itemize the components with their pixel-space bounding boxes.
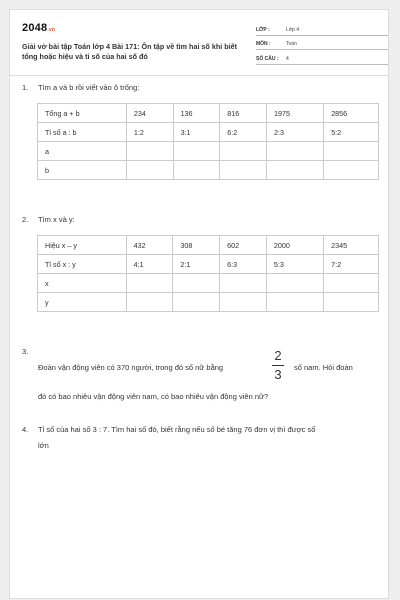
- meta-grade: LỚP : Lớp 4: [256, 26, 388, 36]
- row-header-cell: Tổng a + b: [38, 104, 127, 123]
- table-cell: 6:2: [220, 123, 267, 142]
- table-cell: 6:3: [220, 255, 267, 274]
- table-cell: 1975: [267, 104, 324, 123]
- question-3-line-2: đó có bao nhiêu vận động viên nam, có bao nhiêu vận động viên nữ?: [38, 392, 269, 401]
- table-cell: 816: [220, 104, 267, 123]
- table-cell: 2856: [324, 104, 379, 123]
- row-header-cell: a: [38, 142, 127, 161]
- table-cell: [324, 161, 379, 180]
- question-1-table: [37, 103, 379, 180]
- table-cell: 4:1: [126, 255, 173, 274]
- table-row: [38, 236, 379, 255]
- question-3-line-1-end: số nam. Hỏi đoàn: [294, 363, 353, 372]
- table-cell: 602: [220, 236, 267, 255]
- table-cell: [267, 161, 324, 180]
- table-cell: 234: [126, 104, 173, 123]
- table-cell: [324, 142, 379, 161]
- table-cell: 2000: [266, 236, 323, 255]
- worksheet: 2048.vn Giải vở bài tập Toán lớp 4 Bài 171: Ôn tập về tìm hai số khi biết tổng hoặc hiệu và tỉ số của hai số đó LỚP : Lớp 4 MÔN : Toán SỐ CÂU : 4 1. Tìm a và b rồi viết vào ô trống: Tổng a + b 234 136 816 1975 2856 Tỉ số a : b 1:2 3:1 6:2 2:3 5:2 a b 2. Tìm x và y: Hiệu x – y 432 308 602 2000 2345 Tỉ số x : y 4:1 2:1 6:3 5:3 7:2 x y 3. Đoàn vận động viên có 370 người, trong đó số nữ bằng 2 3 số nam. Hỏi đoàn đó có bao nhiêu vận động viên nam, có bao nhiêu vận động viên nữ? 4. Tỉ số của hai số 3 : 7. Tìm hai số đó, biết rằng nếu số bé tăng 76 đơn vị thì được số lớn: [9, 9, 389, 599]
- table-cell: 2345: [324, 236, 379, 255]
- table-cell: [220, 161, 267, 180]
- table-cell: [267, 142, 324, 161]
- table-cell: [126, 274, 173, 293]
- header-divider: [10, 75, 388, 76]
- table-cell: [220, 293, 267, 312]
- question-2-table: [37, 235, 379, 312]
- table-row: [38, 104, 379, 123]
- table-cell: [173, 142, 220, 161]
- table-cell: 432: [126, 236, 173, 255]
- page-title: Giải vở bài tập Toán lớp 4 Bài 171: Ôn tập về tìm hai số khi biết tổng hoặc hiệu và tỉ số của hai số đó: [22, 42, 237, 61]
- table-row: [38, 123, 379, 142]
- header: [22, 22, 378, 62]
- table-cell: [266, 274, 323, 293]
- table-cell: [173, 161, 220, 180]
- table-cell: [324, 293, 379, 312]
- table-cell: [126, 142, 173, 161]
- table-cell: [126, 161, 173, 180]
- table-cell: [324, 274, 379, 293]
- row-header-cell: Tỉ số x : y: [38, 255, 127, 274]
- table-row: [38, 142, 379, 161]
- table-cell: [220, 274, 267, 293]
- table-cell: 1:2: [126, 123, 173, 142]
- table-cell: 308: [173, 236, 220, 255]
- question-4-line-2: lớn: [38, 441, 49, 450]
- table-cell: [266, 293, 323, 312]
- table-cell: 136: [173, 104, 220, 123]
- table-cell: 7:2: [324, 255, 379, 274]
- table-row: [38, 255, 379, 274]
- table-row: [38, 274, 379, 293]
- meta-subject: MÔN : Toán: [256, 40, 388, 50]
- row-header-cell: y: [38, 293, 127, 312]
- table-cell: 3:1: [173, 123, 220, 142]
- table-cell: [173, 293, 220, 312]
- meta-question-count: SỐ CÂU : 4: [256, 55, 388, 65]
- logo: 2048.vn: [22, 22, 56, 34]
- table-row: [38, 161, 379, 180]
- row-header-cell: b: [38, 161, 127, 180]
- fraction-bar: [272, 365, 284, 366]
- table-cell: 2:3: [267, 123, 324, 142]
- row-header-cell: Hiệu x – y: [38, 236, 127, 255]
- table-cell: 2:1: [173, 255, 220, 274]
- table-row: [38, 293, 379, 312]
- table-cell: [220, 142, 267, 161]
- table-cell: [173, 274, 220, 293]
- row-header-cell: Tỉ số a : b: [38, 123, 127, 142]
- question-3-line-1: Đoàn vận động viên có 370 người, trong đó số nữ bằng: [38, 363, 224, 372]
- table-cell: 5:3: [266, 255, 323, 274]
- fraction: 2 3: [271, 349, 285, 382]
- table-cell: 5:2: [324, 123, 379, 142]
- table-cell: [126, 293, 173, 312]
- row-header-cell: x: [38, 274, 127, 293]
